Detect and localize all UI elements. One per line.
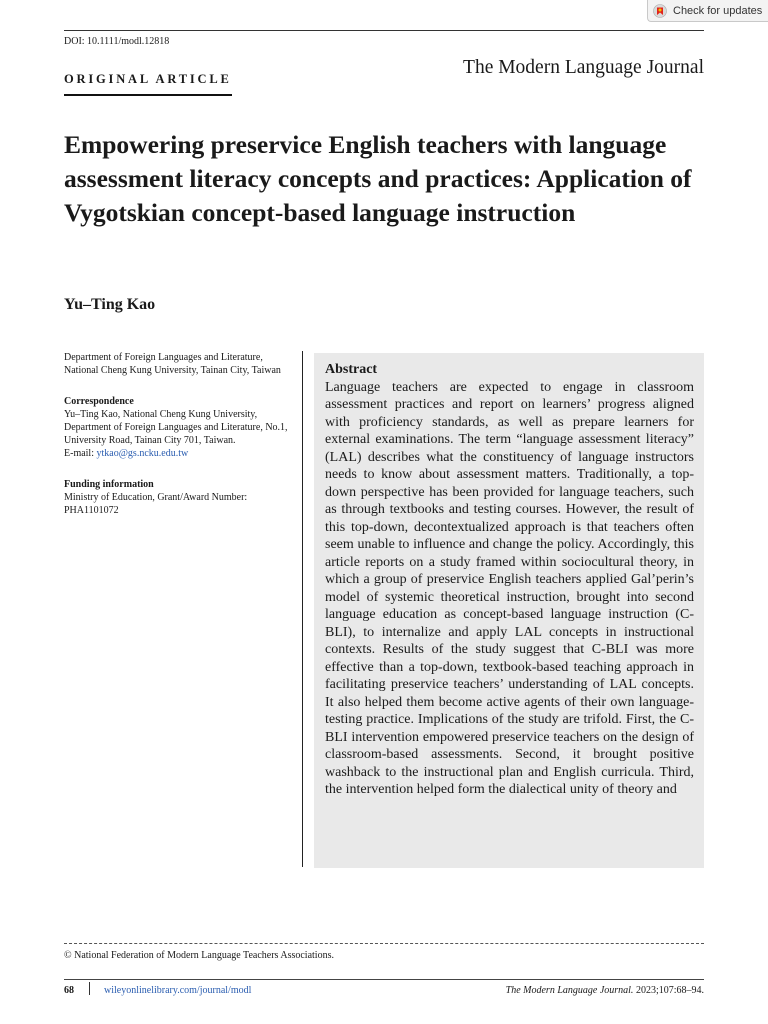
page-number: 68 [64, 985, 74, 996]
check-for-updates-button[interactable] [647, 0, 768, 22]
abstract-box [314, 353, 704, 868]
abstract-text: Language teachers are expected to engage in classroom assessment practices and report on learners’ progress aligned with proficiency standards, as well as prepare learners for external examinations. The term “language assessment literacy” (LAL) describes what the constituency of language instructors needs to know about assessment matters. Traditionally, a top-down perspective has been provided for language teachers, such as through textbooks and testing courses. However, the result of this top-down, decontextualized approach is that teachers often seem unable to influence and change the policy. Accordingly, this article reports on a study framed within sociocultural theory, in which a group of preservice English teachers applied Gal’perin’s model of systemic theoretical instruction, brought into second language education as concept-based language instruction (C-BLI), to internalize and apply LAL concepts in instructional contexts. Results of the study suggest that C-BLI was more effective than a top-down, textbook-based teaching approach in facilitating preservice teachers’ understanding of LAL concepts. It also helped them become active agents of their own language-testing practice. Implications of the study are trifold. First, the C-BLI intervention empowered preservice teachers on the design of classroom-based assessments. Second, it brought positive washback to the instructional plan and English curricula. Third, the intervention helped form the dialectical unity of theory and [325, 379, 694, 797]
article-info-column [64, 351, 296, 535]
correspondence-block [64, 395, 296, 460]
column-divider [302, 351, 303, 867]
footer-separator [89, 982, 90, 995]
journal-title: The Modern Language Journal [463, 57, 704, 78]
author-name: Yu–Ting Kao [64, 296, 156, 313]
doi: DOI: 10.1111/modl.12818 [64, 36, 170, 47]
email-line [64, 447, 296, 460]
crossmark-icon [653, 4, 667, 18]
correspondence-text: Yu–Ting Kao, National Cheng Kung University, Department of Foreign Languages and Literature, No.1, University Road, Tainan City 701, Taiwan. [64, 409, 288, 446]
affiliation: Department of Foreign Languages and Literature, National Cheng Kung University, Tainan City, Taiwan [64, 352, 281, 376]
journal-url-link[interactable]: wileyonlinelibrary.com/journal/modl [104, 985, 252, 996]
citation-journal: The Modern Language Journal. [505, 985, 634, 996]
footer-rule [64, 979, 704, 980]
citation [506, 985, 704, 996]
check-for-updates-label: Check for updates [673, 4, 763, 17]
funding-heading: Funding information [64, 479, 154, 490]
funding-text: Ministry of Education, Grant/Award Number: PHA1101072 [64, 492, 248, 516]
correspondence-heading: Correspondence [64, 396, 134, 407]
top-rule [64, 30, 704, 31]
funding-block [64, 478, 296, 517]
email-link[interactable]: ytkao@gs.ncku.edu.tw [96, 448, 189, 459]
abstract-heading: Abstract [325, 362, 378, 377]
email-label: E-mail: [64, 448, 94, 459]
article-type: ORIGINAL ARTICLE [64, 72, 232, 96]
citation-details: 2023;107:68–94. [633, 985, 704, 996]
footnote-divider [64, 943, 704, 944]
article-title: Empowering preservice English teachers with language assessment literacy concepts and practices: Application of Vygotskian concept-based language instruction [64, 130, 692, 227]
copyright-notice: © National Federation of Modern Language Teachers Associations. [64, 950, 334, 961]
